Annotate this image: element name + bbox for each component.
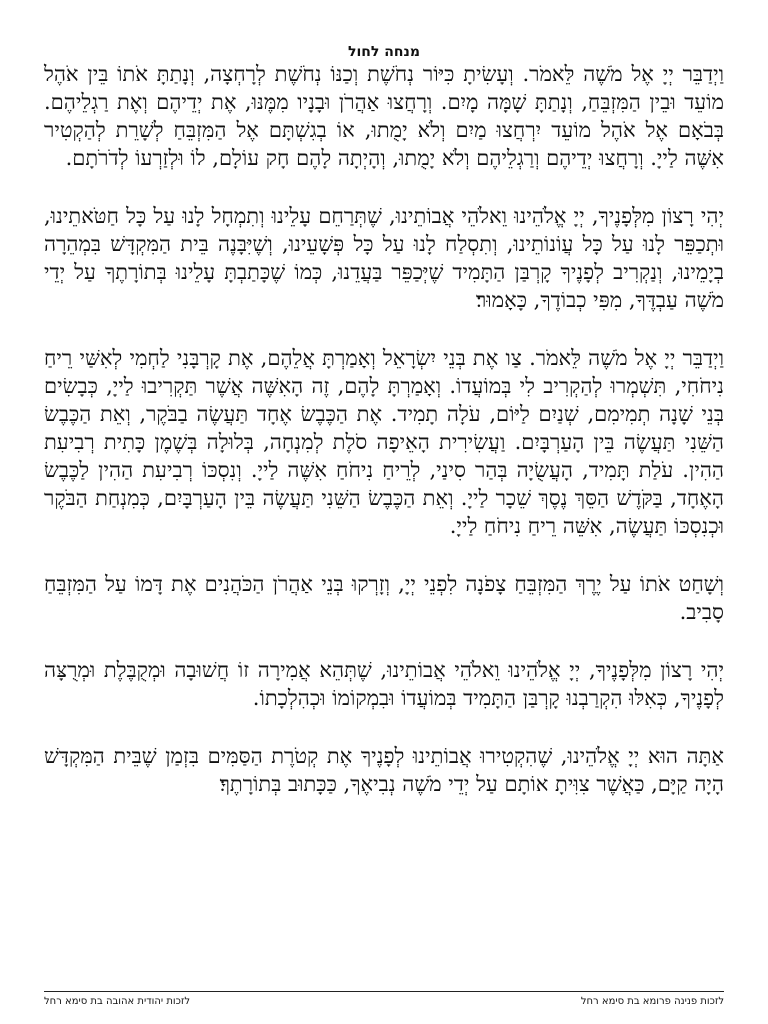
- paragraph-ketoret-intro: אַתָּה הוּא יְיָ אֱלֹהֵינוּ, שֶׁהִקְטִירוּ אֲבוֹתֵינוּ לְפָנֶיךָ אֶת קְטֹרֶת הַסַּמִּים בִּזְמַן שֶׁבֵּית הַמִּקְדָּשׁ הָיָה קַיָּם, כַּאֲשֶׁר צִוִּיתָ אוֹתָם עַל יְדֵי מֹשֶׁה נְבִיאֶךָ, כַּכָּתוּב בְּתוֹרָתֶךָ׃: [44, 744, 724, 796]
- footer-divider: [44, 991, 724, 992]
- prayer-text: [44, 60, 724, 828]
- footer-dedication-right: לזכות פנינה פרומא בת סימא רחל: [580, 996, 724, 1007]
- paragraph-kiyor: וַיְדַבֵּר יְיָ אֶל מֹשֶׁה לֵּאמֹר. וְעָשִׂיתָ כִּיּוֹר נְחֹשֶׁת וְכַנּוֹ נְחֹשֶׁת לְרָחְצָה, וְנָתַתָּ אֹתוֹ בֵּין אֹהֶל מוֹעֵד וּבֵין הַמִּזְבֵּחַ, וְנָתַתָּ שָׁמָּה מָיִם. וְרָחֲצוּ אַהֲרֹן וּבָנָיו מִמֶּנּוּ, אֶת יְדֵיהֶם וְאֶת רַגְלֵיהֶם. בְּבֹאָם אֶל אֹהֶל מוֹעֵד יִרְחֲצוּ מַיִם וְלֹא יָמֻתוּ, אוֹ בְגִשְׁתָּם אֶל הַמִּזְבֵּחַ לְשָׁרֵת לְהַקְטִיר אִשֶּׁה לַייָ. וְרָחֲצוּ יְדֵיהֶם וְרַגְלֵיהֶם וְלֹא יָמֻתוּ, וְהָיְתָה לָהֶם חָק עוֹלָם, לוֹ וּלְזַרְעוֹ לְדֹרֹתָם.: [44, 62, 724, 170]
- paragraph-yehi-ratzon-2: יְהִי רָצוֹן מִלְּפָנֶיךָ, יְיָ אֱלֹהֵינוּ וֵאלֹהֵי אֲבוֹתֵינוּ, שֶׁתְּהֵא אֲמִירָה זוֹ חֲשׁוּבָה וּמְקֻבֶּלֶת וּמְרֻצָּה לְפָנֶיךָ, כְּאִלּוּ הִקְרַבְנוּ קָרְבַּן הַתָּמִיד בְּמוֹעֲדוֹ וּבִמְקוֹמוֹ וּכְהִלְכָתוֹ.: [44, 658, 724, 710]
- paragraph-tamid: וַיְדַבֵּר יְיָ אֶל מֹשֶׁה לֵּאמֹר. צַו אֶת בְּנֵי יִשְׂרָאֵל וְאָמַרְתָּ אֲלֵהֶם, אֶת קָרְבָּנִי לַחְמִי לְאִשַּׁי רֵיחַ נִיחֹחִי, תִּשְׁמְרוּ לְהַקְרִיב לִי בְּמוֹעֲדוֹ. וְאָמַרְתָּ לָהֶם, זֶה הָאִשֶּׁה אֲשֶׁר תַּקְרִיבוּ לַייָ, כְּבָשִׂים בְּנֵי שָׁנָה תְמִימִם, שְׁנַיִם לַיּוֹם, עֹלָה תָמִיד. אֶת הַכֶּבֶשׂ אֶחָד תַּעֲשֶׂה בַבֹּקֶר, וְאֵת הַכֶּבֶשׂ הַשֵּׁנִי תַּעֲשֶׂה בֵּין הָעַרְבָּיִם. וַעֲשִׂירִית הָאֵיפָה סֹלֶת לְמִנְחָה, בְּלוּלָה בְּשֶׁמֶן כָּתִית רְבִיעִת הַהִין. עֹלַת תָּמִיד, הָעֲשֻׂיָה בְּהַר סִינַי, לְרֵיחַ נִיחֹחַ אִשֶּׁה לַייָ. וְנִסְכּוֹ רְבִיעִת הַהִין לַכֶּבֶשׂ הָאֶחָד, בַּקֹּדֶשׁ הַסֵּךְ נֶסֶךְ שֵׁכָר לַייָ. וְאֵת הַכֶּבֶשׂ הַשֵּׁנִי תַּעֲשֶׂה בֵּין הָעַרְבָּיִם, כְּמִנְחַת הַבֹּקֶר וּכְנִסְכּוֹ תַּעֲשֶׂה, אִשֵּׁה רֵיחַ נִיחֹחַ לַייָ.: [44, 346, 724, 538]
- footer-dedication-left: לזכות יהודית אהובה בת סימא רחל: [44, 996, 191, 1007]
- page-title: מנחה לחול: [348, 44, 420, 60]
- paragraph-veshachat: וְשָׁחַט אֹתוֹ עַל יֶרֶךְ הַמִּזְבֵּחַ צָפֹנָה לִפְנֵי יְיָ, וְזָרְקוּ בְּנֵי אַהֲרֹן הַכֹּהֲנִים אֶת דָּמוֹ עַל הַמִּזְבֵּחַ סָבִיב.: [44, 572, 724, 624]
- paragraph-yehi-ratzon-1: יְהִי רָצוֹן מִלְּפָנֶיךָ, יְיָ אֱלֹהֵינוּ וֵאלֹהֵי אֲבוֹתֵינוּ, שֶׁתְּרַחֵם עָלֵינוּ וְתִמְחָל לָנוּ עַל כָּל חַטֹּאתֵינוּ, וּתְכַפֵּר לָנוּ עַל כָּל עֲוֹנוֹתֵינוּ, וְתִסְלַח לָנוּ עַל כָּל פְּשָׁעֵינוּ, וְשֶׁיִּבָּנֶה בֵּית הַמִּקְדָּשׁ בִּמְהֵרָה בְיָמֵינוּ, וְנַקְרִיב לְפָנֶיךָ קָרְבַּן הַתָּמִיד שֶׁיְּכַפֵּר בַּעֲדֵנוּ, כְּמוֹ שֶׁכָּתַבְתָּ עָלֵינוּ בְּתוֹרָתֶךָ עַל יְדֵי מֹשֶׁה עַבְדֶּךָ, מִפִּי כְבוֹדֶךָ, כָּאָמוּר׃: [44, 204, 724, 312]
